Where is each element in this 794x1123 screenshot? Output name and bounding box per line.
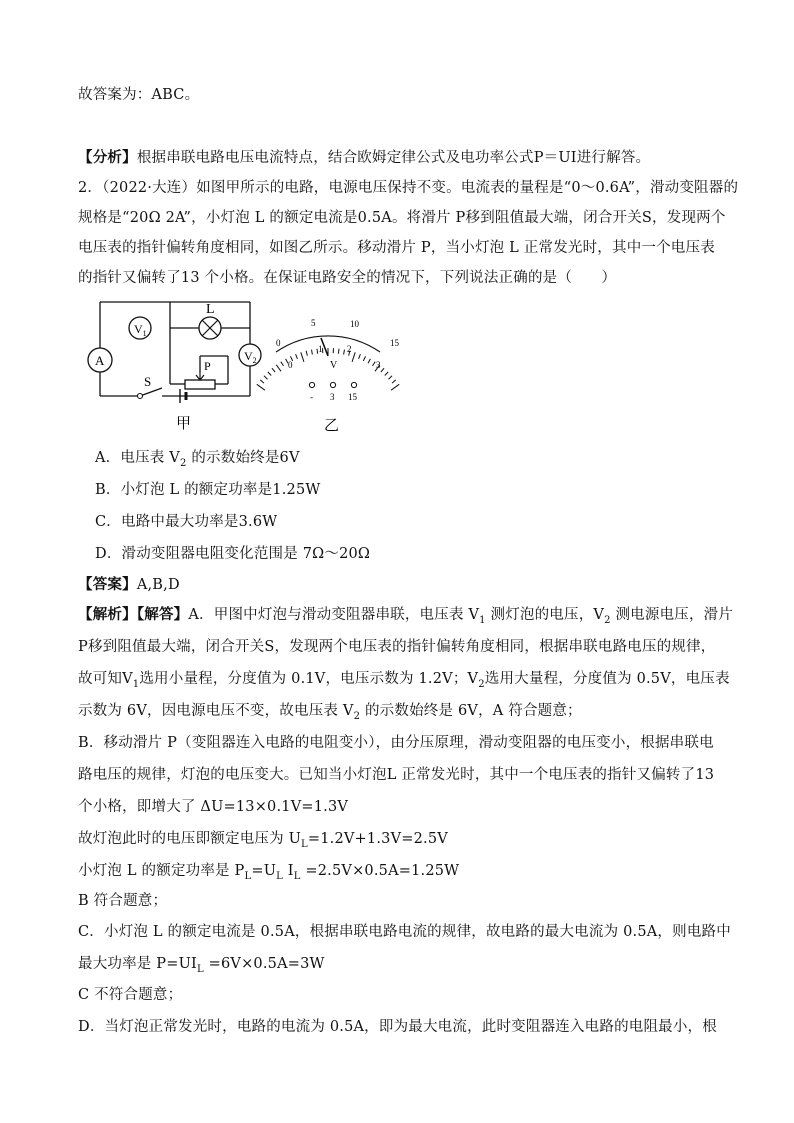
dial-tick — [306, 351, 307, 356]
dial-tick — [338, 349, 339, 354]
label-V1: $V_1$ — [134, 322, 147, 338]
dial-bottom-tick-1: 1 — [318, 344, 323, 354]
option-a: A．电压表 $V_2$ 的示数始终是6V — [95, 450, 300, 469]
label-A: A — [95, 353, 105, 368]
question-line-2: 规格是“20Ω 2A”，小灯泡 L 的额定电流是0.5A。将滑片 P移到阻值最大端，闭合开关S，发现两个 — [78, 210, 726, 226]
terminal-15: 15 — [348, 392, 357, 402]
dial-tick — [344, 350, 345, 355]
solution-line-14: D．当灯泡正常发光时，电路的电流为 0.5A，即为最大电流，此时变阻器连入电路的电阻最小，根 — [78, 1019, 717, 1035]
switch-icon — [138, 394, 143, 399]
question-line-3: 电压表的指针偏转角度相同，如图乙所示。移动滑片 P，当小灯泡 L 正常发光时，其中一个电压表 — [78, 240, 715, 256]
solution-line-6: 路电压的规律，灯泡的电压变大。已知当小灯泡L 正常发光时，其中一个电压表的指针又偏转了13 — [78, 767, 715, 783]
solution-line-10: B 符合题意； — [78, 893, 168, 909]
question-line-1: 2．（2022·大连）如图甲所示的电路，电源电压保持不变。电流表的量程是“0～0.6A”，滑动变阻器的 — [78, 180, 739, 196]
caption-jia: 甲 — [176, 416, 192, 432]
dial-tick — [312, 350, 313, 355]
dial-tick — [368, 359, 370, 363]
dial-tick — [281, 362, 284, 366]
terminal-minus: - — [310, 392, 313, 402]
dial-tick — [276, 365, 281, 372]
answer-value: A,B,D — [136, 577, 180, 593]
solution-line-4: 示数为 6V，因电源电压不变，故电压表 $V_2$ 的示数始终是 6V，A 符合题意； — [78, 703, 582, 722]
label-S: S — [144, 374, 152, 389]
dial-tick — [268, 372, 271, 376]
analysis-paragraph — [78, 146, 650, 167]
option-b: B．小灯泡 L 的额定功率是1.25W — [95, 482, 321, 498]
question-number: 2． — [78, 180, 103, 196]
dial-bottom-tick-3: 3 — [376, 360, 381, 370]
caption-yi: 乙 — [324, 418, 340, 434]
slider-arrow-icon — [196, 372, 204, 380]
solution-line-3: 故可知$V_1$选用小量程，分度值为 0.1V，电压示数为 1.2V；$V_2$选用大量程，分度值为 0.5V，电压表 — [78, 671, 730, 690]
dial-tick — [264, 376, 268, 379]
question-figure — [80, 296, 410, 436]
option-d: D．滑动变阻器电阻变化范围是 7Ω～20Ω — [95, 546, 371, 562]
dial-bottom-tick-0: 0 — [288, 360, 293, 370]
label-V2: $V_2$ — [244, 349, 257, 365]
solution-line-2: P移到阻值最大端，闭合开关S，发现两个电压表的指针偏转角度相同，根据串联电路电压的规律， — [78, 639, 716, 655]
answer-line — [78, 573, 180, 594]
label-P: P — [204, 359, 211, 373]
dial-tick — [392, 380, 396, 383]
dial-tick — [385, 372, 388, 376]
dial-tick — [359, 354, 361, 359]
previous-answer: 故答案为：ABC。 — [78, 87, 200, 103]
dial-top-tick-15: 15 — [390, 338, 399, 348]
dial-tick — [352, 352, 355, 362]
dial-top-tick-10: 10 — [350, 319, 359, 329]
solution-line-8: 故灯泡此时的电压即额定电压为 $U_L=1.2V+1.3V=2.5V$ — [78, 831, 448, 850]
analysis-tag: 【分析】 — [78, 149, 137, 166]
solution-line-1: 【解析】【解答】A．甲图中灯泡与滑动变阻器串联，电压表 $V_1$ 测灯泡的电压，$V_2$ 测电源电压，滑片 — [78, 606, 734, 626]
dial-tick — [391, 384, 399, 390]
question-source: （2022·大连） — [102, 180, 197, 196]
terminal-3: 3 — [330, 392, 335, 402]
solution-line-7: 个小格，即增大了 ΔU=13×0.1V=1.3V — [78, 799, 349, 815]
option-c: C．电路中最大功率是3.6W — [95, 514, 278, 530]
dial-tick — [257, 384, 265, 390]
dial-top-tick-5: 5 — [311, 318, 316, 328]
label-L: L — [206, 302, 215, 317]
rheostat-icon — [185, 380, 215, 389]
solution-line-11: C．小灯泡 L 的额定电流是 0.5A，根据串联电路电流的规律，故电路的最大电流为 0.5A，则电路中 — [78, 924, 731, 940]
dial-bottom-tick-2: 2 — [347, 344, 352, 354]
question-line-4: 的指针又偏转了13 个小格。在保证电路安全的情况下，下列说法正确的是（ ） — [78, 270, 617, 286]
voltmeter-dial-yi — [257, 318, 400, 434]
dial-tick — [373, 362, 376, 366]
dial-tick — [363, 356, 365, 361]
solution-line-13: C 不符合题意； — [78, 987, 183, 1003]
dial-tick — [381, 368, 384, 372]
solution-line-5: B．移动滑片 P（变阻器连入电路的电阻变小），由分压原理，滑动变阻器的电压变小，根据串联电 — [78, 735, 714, 751]
dial-tick — [272, 368, 275, 372]
solution-line-12: 最大功率是 $P=UI_L =6V\times 0.5A=3W$ — [78, 956, 325, 975]
analysis-text: 根据串联电路电压电流特点，结合欧姆定律公式及电功率公式P＝UI进行解答。 — [136, 150, 651, 166]
solution-line-9: 小灯泡 L 的额定功率是 $P_L=U_L$ $I_L =2.5V\times 0.5A=1.25W$ — [78, 863, 460, 882]
dial-tick — [389, 376, 393, 379]
dial-tick — [301, 352, 304, 362]
dial-unit: V — [330, 360, 338, 371]
answer-tag: 【答案】 — [78, 576, 137, 593]
circuit-diagram-jia — [100, 302, 250, 396]
dial-tick — [260, 380, 264, 383]
dial-top-tick-0: 0 — [276, 338, 281, 348]
dial-tick — [296, 354, 298, 359]
